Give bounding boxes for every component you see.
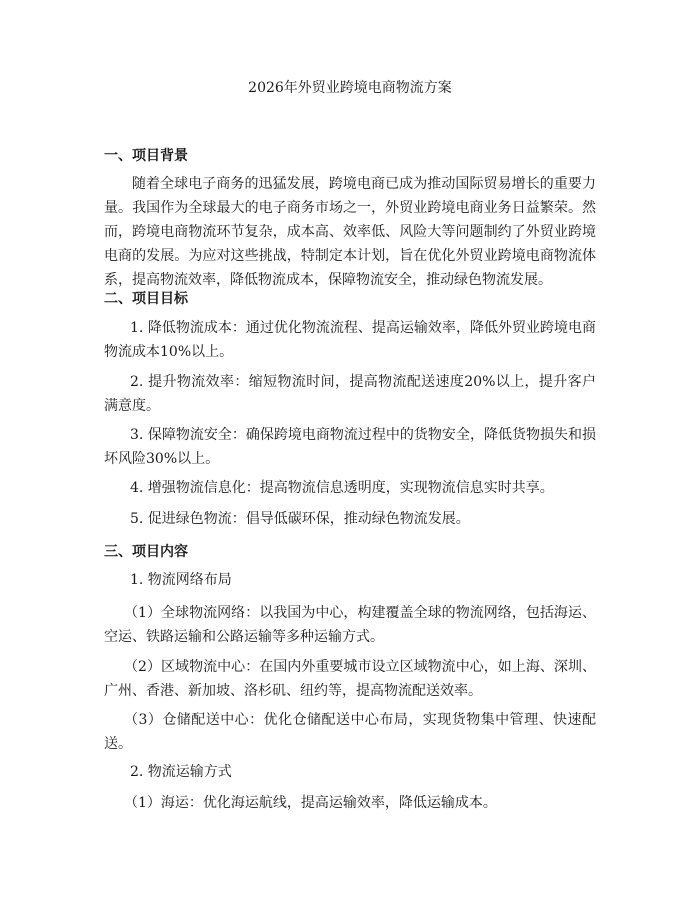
- goal-item-2: 2. 提升物流效率：缩短物流时间，提高物流配送速度20%以上，提升客户满意度。: [104, 374, 596, 414]
- goal-item-1: 1. 降低物流成本：通过优化物流流程、提高运输效率，降低外贸业跨境电商物流成本10%以上。: [104, 320, 596, 360]
- goal-item-5: 5. 促进绿色物流：倡导低碳环保，推动绿色物流发展。: [130, 511, 470, 527]
- goal-item-3: 3. 保障物流安全：确保跨境电商物流过程中的货物安全，降低货物损失和损坏风险30%以上。: [104, 427, 596, 467]
- content-item-regional-center: （2）区域物流中心：在国内外重要城市设立区域物流中心，如上海、深圳、广州、香港、新加坡、洛杉矶、纽约等，提高物流配送效率。: [104, 659, 596, 699]
- section-heading-background: 一、项目背景: [104, 148, 188, 164]
- content-subheading-network: 1. 物流网络布局: [130, 572, 232, 588]
- content-subheading-transport: 2. 物流运输方式: [130, 764, 232, 780]
- document-title: 2026年外贸业跨境电商物流方案: [248, 80, 452, 96]
- content-item-warehouse: （3）仓储配送中心：优化仓储配送中心布局，实现货物集中管理、快速配送。: [104, 712, 596, 752]
- content-item-sea-transport: （1）海运：优化海运航线，提高运输效率，降低运输成本。: [124, 795, 497, 811]
- content-item-global-network: （1）全球物流网络：以我国为中心，构建覆盖全球的物流网络，包括海运、空运、铁路运输和公路运输等多种运输方式。: [104, 605, 596, 645]
- section-heading-content: 三、项目内容: [104, 544, 188, 560]
- background-paragraph: 随着全球电子商务的迅猛发展，跨境电商已成为推动国际贸易增长的重要力量。我国作为全球最大的电子商务市场之一，外贸业跨境电商业务日益繁荣。然而，跨境电商物流环节复杂，成本高、效率低、风险大等问题制约了外贸业跨境电商的发展。为应对这些挑战，特制定本计划，旨在优化外贸业跨境电商物流体系，提高物流效率，降低物流成本，保障物流安全，推动绿色物流发展。: [104, 176, 596, 288]
- section-heading-goals: 二、项目目标: [104, 291, 188, 307]
- goal-item-4: 4. 增强物流信息化：提高物流信息透明度，实现物流信息实时共享。: [130, 480, 554, 496]
